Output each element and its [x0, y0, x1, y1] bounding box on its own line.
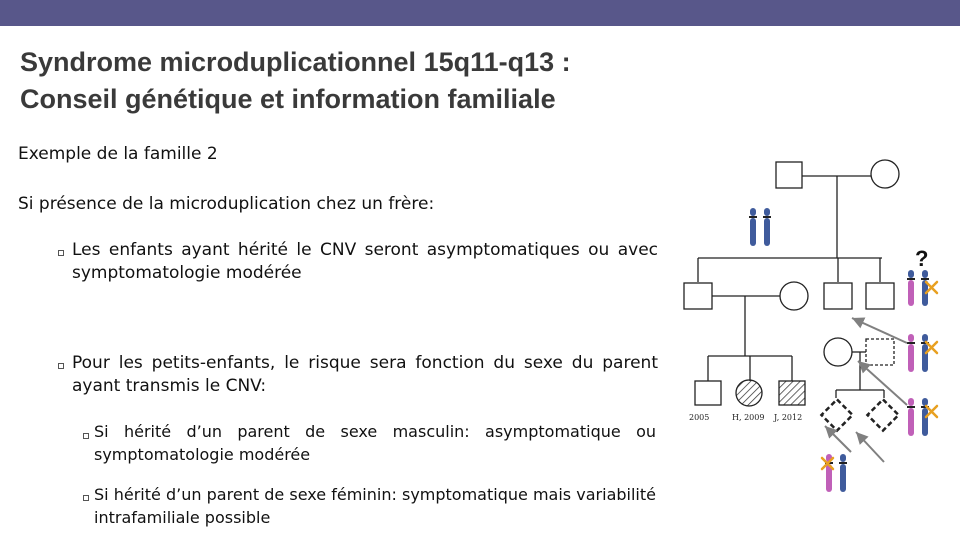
- child-label-3: J, 2012: [774, 413, 803, 422]
- arrow-icon: [856, 432, 884, 462]
- sub-bullet-1: Si hérité d’un parent de sexe masculin: asymptomatique ou symptomatologie modérée: [94, 422, 656, 464]
- bullet-1: Les enfants ayant hérité le CNV seront asymptomatiques ou avec symptomatologie modérée: [72, 240, 658, 283]
- gen1-mother-symbol: [871, 160, 899, 188]
- chromosome-pair-father: [749, 208, 771, 246]
- chromosome-pair-gen2-son: [907, 270, 929, 306]
- sub-bullet-2: Si hérité d’un parent de sexe féminin: symptomatique mais variabilité intrafamiliale possible: [94, 485, 656, 527]
- child-label-2: H, 2009: [732, 413, 765, 422]
- question-mark: ?: [915, 246, 929, 271]
- intro-text: Exemple de la famille 2: [18, 144, 218, 164]
- gen3-affected-daughter-symbol: [736, 380, 762, 406]
- child-label-1: 2005: [689, 413, 710, 422]
- chromosome-pair-gen3-left: [825, 454, 847, 492]
- gen2-son-2-symbol: [866, 283, 894, 309]
- gen2-son-symbol: [824, 283, 852, 309]
- title-line-1: Syndrome microduplicationnel 15q11-q13 :: [20, 47, 571, 77]
- arrow-icon: [858, 361, 907, 405]
- title-line-2: Conseil génétique et information familiale: [20, 84, 556, 114]
- bullet-2: Pour les petits-enfants, le risque sera fonction du sexe du parent ayant transmis le CNV:: [72, 353, 658, 396]
- gen2-unknown-son-symbol: [866, 339, 894, 365]
- gen2-brother-symbol: [684, 283, 712, 309]
- gen3-child-symbol: [695, 381, 721, 405]
- gen2-spouse-symbol: [780, 282, 808, 310]
- gen1-father-symbol: [776, 162, 802, 188]
- unknown-sex-diamond-2: [867, 399, 898, 430]
- gen3-affected-son-symbol: [779, 381, 805, 405]
- condition-text: Si présence de la microduplication chez un frère:: [18, 194, 435, 214]
- gen2-partner-symbol: [824, 338, 852, 366]
